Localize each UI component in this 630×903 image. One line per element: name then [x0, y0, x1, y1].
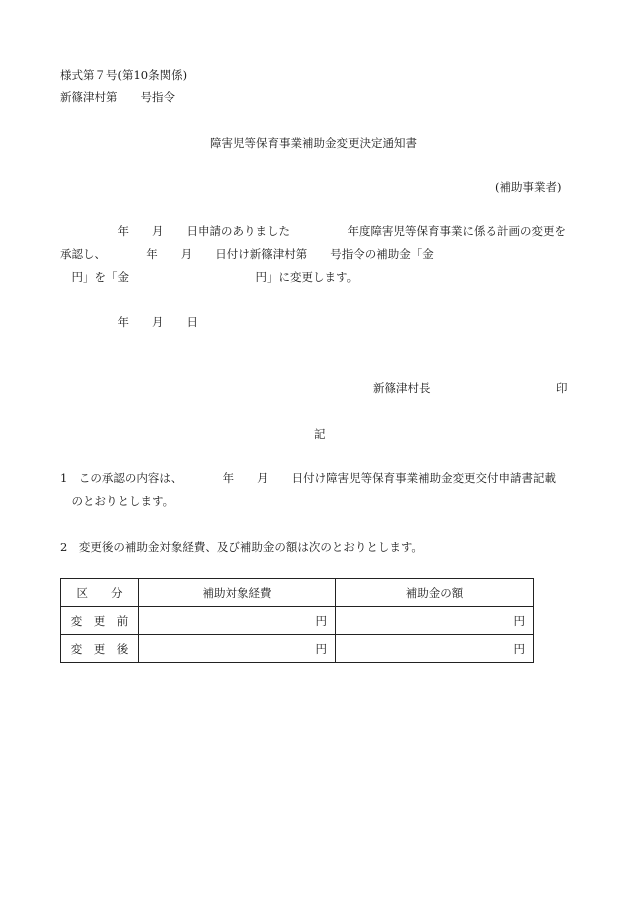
header-category: 区 分 — [61, 579, 139, 607]
body-line-1: 年 月 日申請のありました 年度障害児等保育事業に係る計画の変更を — [60, 224, 566, 238]
cell-cost-before: 円 — [139, 607, 336, 635]
body-line-3: 円」を「金 円」に変更します。 — [60, 270, 359, 284]
cell-amount-before: 円 — [336, 607, 534, 635]
seal-mark: 印 — [556, 381, 568, 395]
table-row — [61, 607, 534, 635]
date-line: 年 月 日 — [60, 315, 198, 329]
ki-heading: 記 — [314, 427, 326, 441]
form-number: 様式第７号(第10条関係) — [60, 68, 188, 82]
document-title: 障害児等保育事業補助金変更決定通知書 — [210, 136, 417, 150]
row-label-before: 変 更 前 — [61, 607, 139, 635]
directive-number: 新篠津村第 号指令 — [60, 90, 175, 104]
header-eligible-cost: 補助対象経費 — [139, 579, 336, 607]
table-header-row — [61, 579, 534, 607]
item2-text: 2 変更後の補助金対象経費、及び補助金の額は次のとおりとします。 — [60, 540, 423, 554]
recipient-label: (補助事業者) — [495, 180, 562, 194]
issuer-name: 新篠津村長 — [373, 381, 431, 395]
header-subsidy-amount: 補助金の額 — [336, 579, 534, 607]
item1-line-2: のとおりとします。 — [60, 494, 175, 508]
body-line-2: 承認し、 年 月 日付け新篠津村第 号指令の補助金「金 — [60, 247, 434, 261]
subsidy-table — [60, 578, 534, 663]
cell-cost-after: 円 — [139, 635, 336, 663]
item1-line-1: 1 この承認の内容は、 年 月 日付け障害児等保育事業補助金変更交付申請書記載 — [60, 471, 557, 485]
table-row — [61, 635, 534, 663]
cell-amount-after: 円 — [336, 635, 534, 663]
row-label-after: 変 更 後 — [61, 635, 139, 663]
